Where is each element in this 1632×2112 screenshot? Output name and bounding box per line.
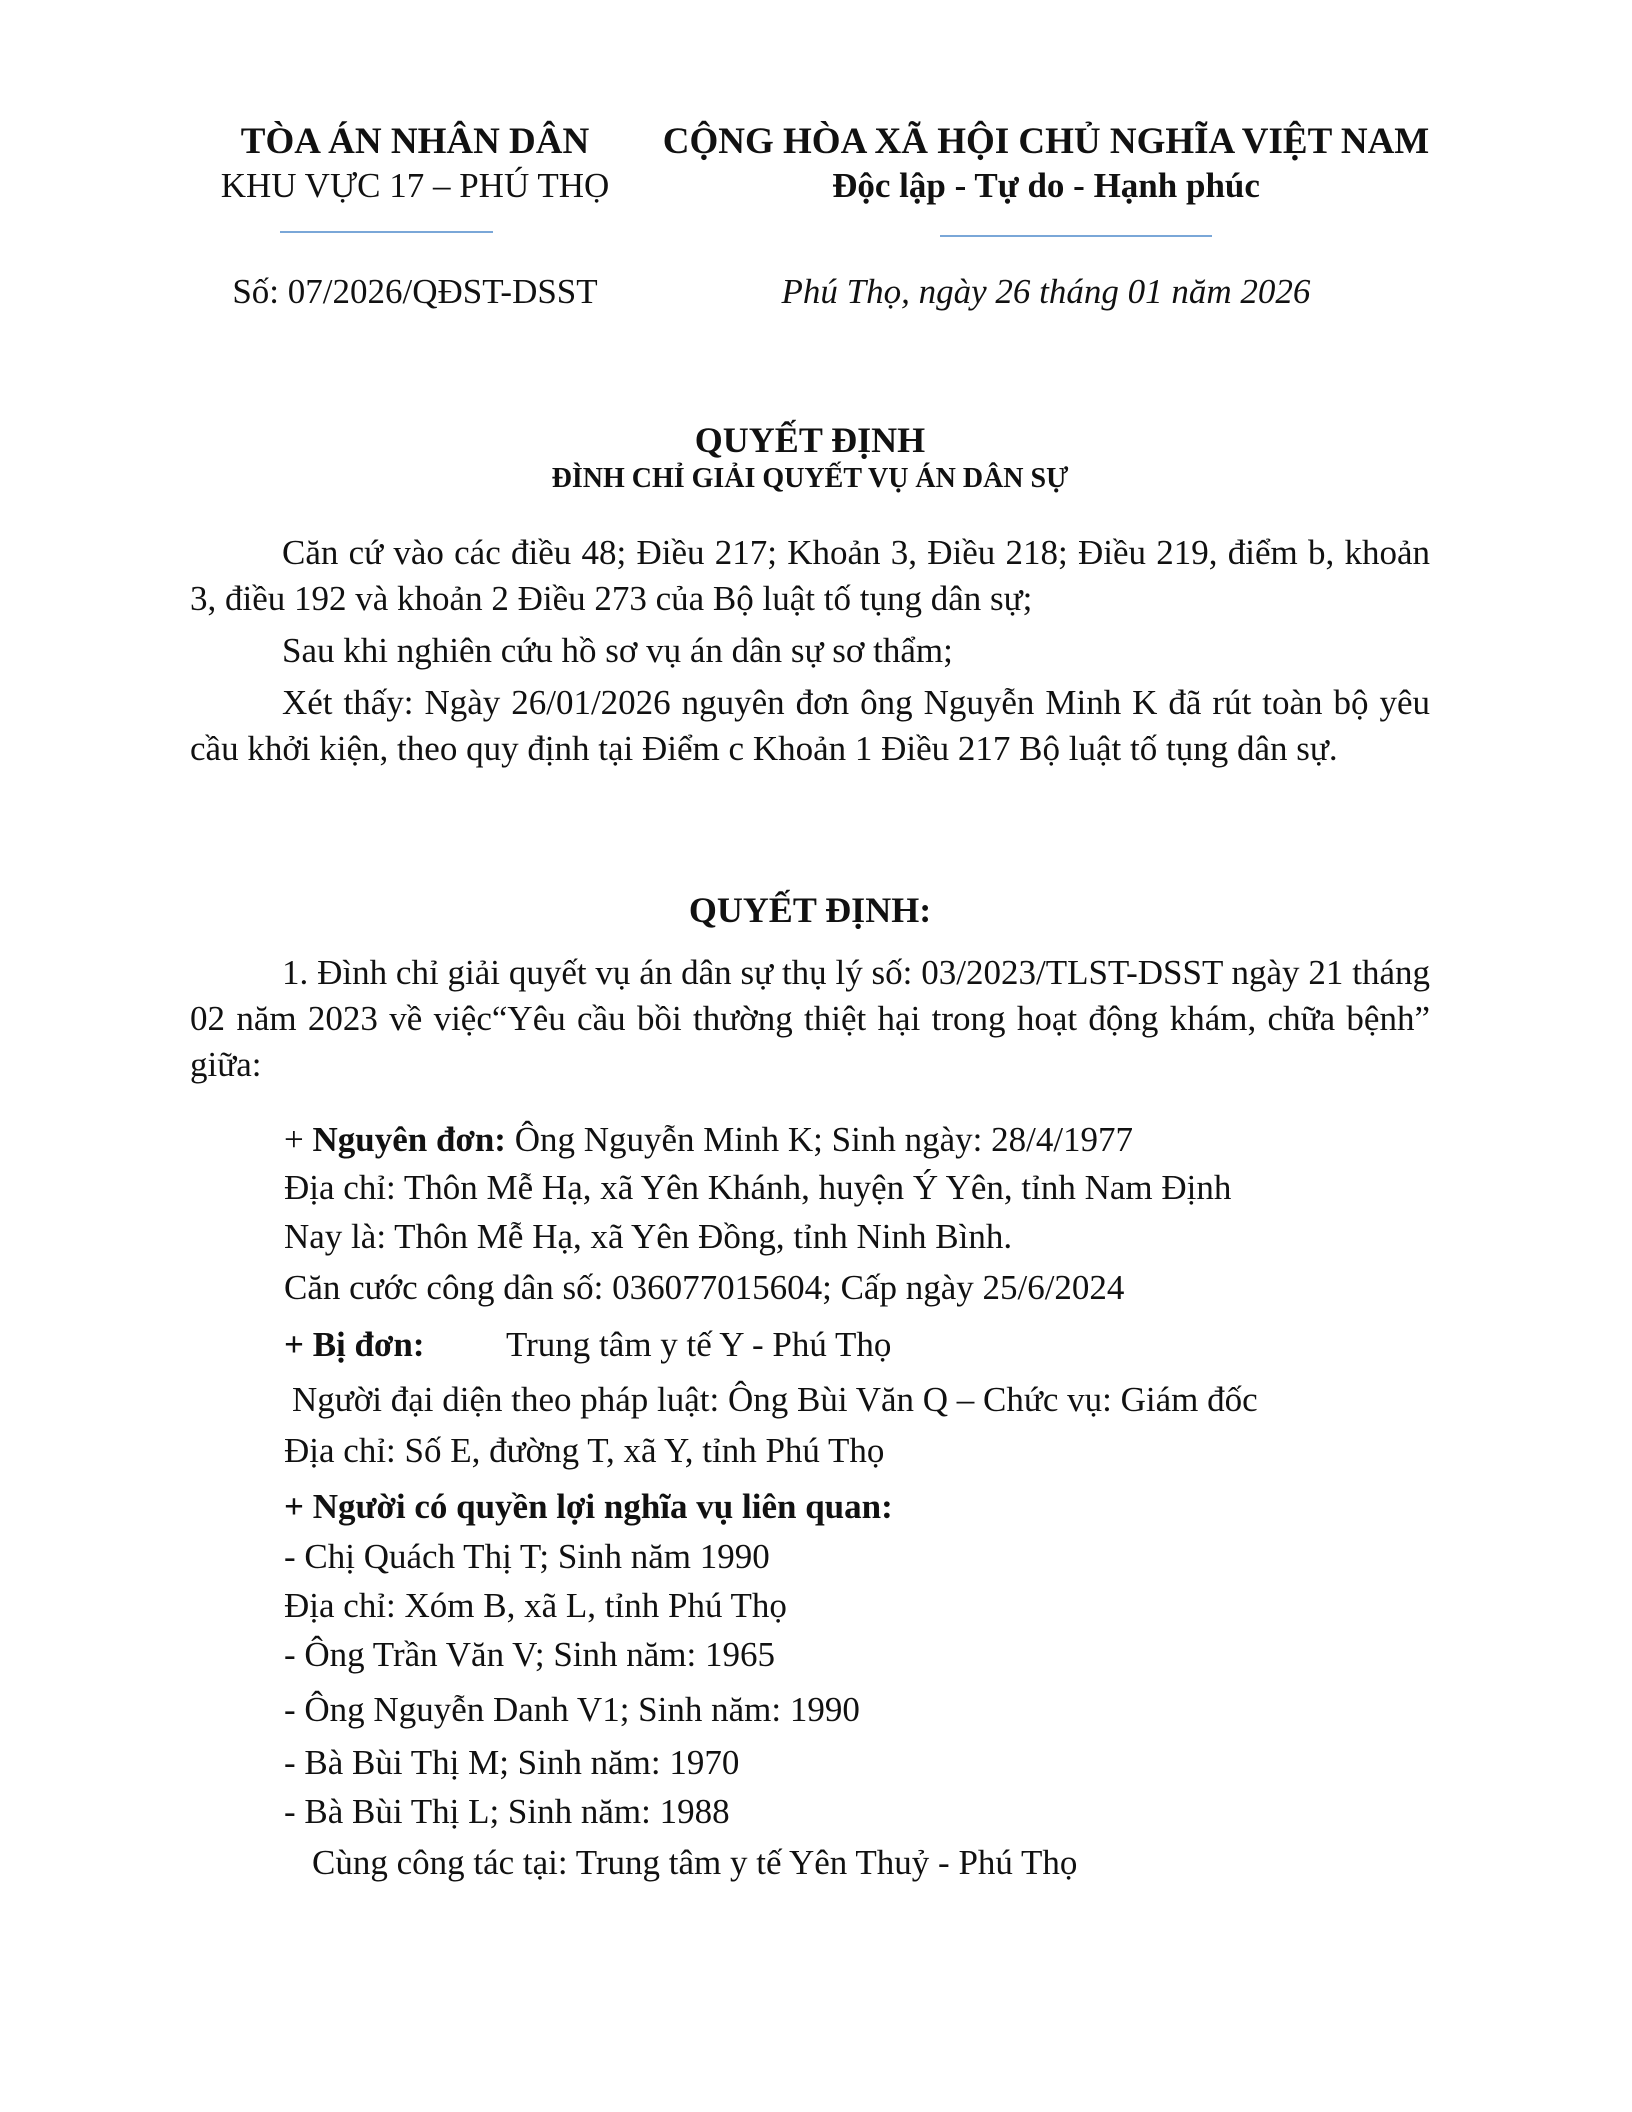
related-person-1-address: Địa chỉ: Xóm B, xã L, tỉnh Phú Thọ	[284, 1586, 787, 1625]
document-number: Số: 07/2026/QĐST-DSST	[232, 272, 598, 311]
decision-item-1-text: 1. Đình chỉ giải quyết vụ án dân sự thụ lý số: 03/2023/TLST-DSST ngày 21 tháng 02 năm 2023 về việc“Yêu cầu bồi thường thiệt hại trong hoạt động khám, chữa bệnh” giữa:	[190, 953, 1430, 1084]
related-parties-label: + Người có quyền lợi nghĩa vụ liên quan:	[284, 1487, 893, 1526]
study-statement: Sau khi nghiên cứu hồ sơ vụ án dân sự sơ thẩm;	[282, 631, 953, 670]
defendant-value: Trung tâm y tế Y - Phú Thọ	[506, 1325, 892, 1364]
document-subtitle: ĐÌNH CHỈ GIẢI QUYẾT VỤ ÁN DÂN SỰ	[551, 463, 1069, 494]
related-workplace: Cùng công tác tại: Trung tâm y tế Yên Thuỷ - Phú Thọ	[312, 1843, 1078, 1882]
legal-basis: Căn cứ vào các điều 48; Điều 217; Khoản 3, Điều 218; Điều 219, điểm b, khoản 3, điều 192 và khoản 2 Điều 273 của Bộ luật tố tụng dân sự;	[190, 533, 1430, 618]
plaintiff-prefix: +	[284, 1120, 313, 1159]
defendant-address: Địa chỉ: Số E, đường T, xã Y, tỉnh Phú Thọ	[284, 1431, 885, 1470]
plaintiff-current-address: Nay là: Thôn Mễ Hạ, xã Yên Đồng, tỉnh Ninh Bình.	[284, 1217, 1013, 1256]
preamble	[190, 530, 1430, 772]
place-date: Phú Thọ, ngày 26 tháng 01 năm 2026	[781, 272, 1311, 311]
decision-heading: QUYẾT ĐỊNH:	[688, 890, 932, 930]
related-person-2: - Ông Trần Văn V; Sinh năm: 1965	[284, 1635, 776, 1674]
defendant-label: + Bị đơn:	[284, 1325, 425, 1364]
plaintiff-address: Địa chỉ: Thôn Mễ Hạ, xã Yên Khánh, huyện Ý Yên, tỉnh Nam Định	[284, 1168, 1232, 1207]
related-person-1: - Chị Quách Thị T; Sinh năm 1990	[284, 1537, 770, 1576]
national-motto: Độc lập - Tự do - Hạnh phúc	[832, 166, 1260, 205]
plaintiff-label: Nguyên đơn:	[312, 1120, 506, 1159]
document-title: QUYẾT ĐỊNH	[694, 420, 926, 460]
plaintiff-line	[284, 1120, 1133, 1160]
plaintiff-value: Ông Nguyễn Minh K; Sinh ngày: 28/4/1977	[505, 1120, 1134, 1159]
country-name: CỘNG HÒA XÃ HỘI CHỦ NGHĨA VIỆT NAM	[662, 121, 1430, 162]
defendant-representative: Người đại diện theo pháp luật: Ông Bùi Văn Q – Chức vụ: Giám đốc	[292, 1380, 1258, 1419]
decision-item-1	[190, 950, 1430, 1088]
plaintiff-id-card: Căn cước công dân số: 036077015604; Cấp ngày 25/6/2024	[284, 1268, 1125, 1307]
court-name: TÒA ÁN NHÂN DÂN	[240, 121, 590, 162]
motto-underline	[940, 235, 1212, 237]
consideration: Xét thấy: Ngày 26/01/2026 nguyên đơn ông Nguyễn Minh K đã rút toàn bộ yêu cầu khởi kiện, theo quy định tại Điểm c Khoản 1 Điều 217 Bộ luật tố tụng dân sự.	[190, 683, 1430, 768]
related-person-5: - Bà Bùi Thị L; Sinh năm: 1988	[284, 1792, 730, 1831]
court-area: KHU VỰC 17 – PHÚ THỌ	[220, 166, 610, 205]
related-person-4: - Bà Bùi Thị M; Sinh năm: 1970	[284, 1743, 740, 1782]
related-person-3: - Ông Nguyễn Danh V1; Sinh năm: 1990	[284, 1690, 860, 1729]
court-underline	[280, 231, 493, 233]
